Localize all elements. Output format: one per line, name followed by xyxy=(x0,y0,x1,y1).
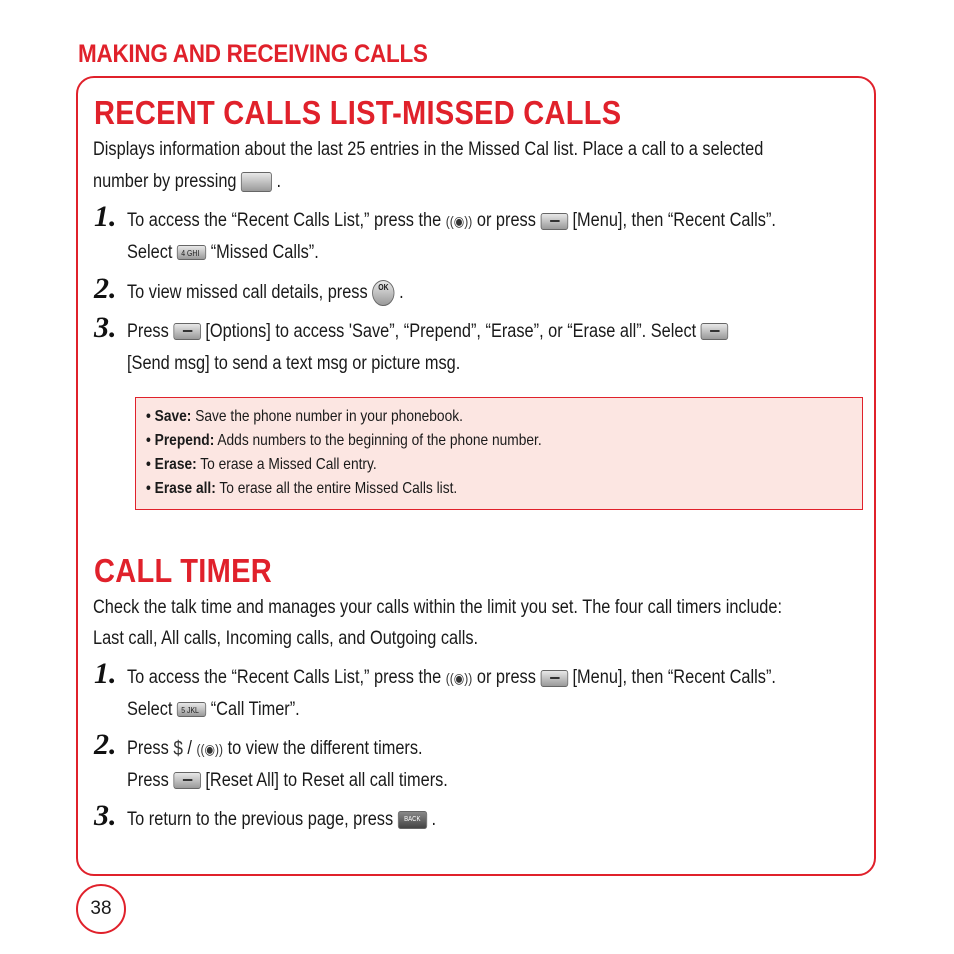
key-5-icon: 5 JKL xyxy=(177,702,206,717)
step-number: 2. xyxy=(94,728,117,761)
step-number: 1. xyxy=(94,200,117,233)
timer-step2-line2: Press [Reset All] to Reset all call timers. xyxy=(127,770,448,791)
call-timer-title: CALL TIMER xyxy=(94,552,272,589)
page-number: 38 xyxy=(76,884,126,934)
missed-calls-title: RECENT CALLS LIST-MISSED CALLS xyxy=(94,94,622,131)
note-item: • Save: Save the phone number in your phonebook. xyxy=(146,408,463,425)
missed-step3-line1: Press [Options] to access 'Save”, “Prepend”, “Erase”, or “Erase all”. Select xyxy=(127,316,728,348)
note-item: • Prepend: Adds numbers to the beginning of the phone number. xyxy=(146,432,542,449)
note-item: • Erase all: To erase all the entire Missed Calls list. xyxy=(146,480,458,497)
step-number: 1. xyxy=(94,657,117,690)
missed-step3-line2: [Send msg] to send a text msg or picture msg. xyxy=(127,353,461,374)
key-4-icon: 4 GHI xyxy=(177,245,206,260)
dollar-key-icon: $ xyxy=(173,738,183,760)
section-title: MAKING AND RECEIVING CALLS xyxy=(78,40,428,68)
back-key-icon: BACK xyxy=(398,811,427,829)
missed-intro-line2: number by pressing . xyxy=(93,171,282,192)
step-number: 2. xyxy=(94,272,117,305)
timer-step2-line1: Press $ / ((◉)) to view the different timers. xyxy=(127,733,423,765)
step-number: 3. xyxy=(94,311,117,344)
softkey-icon xyxy=(173,772,201,789)
note-item: • Erase: To erase a Missed Call entry. xyxy=(146,456,377,473)
timer-intro-line2: Last call, All calls, Incoming calls, and Outgoing calls. xyxy=(93,628,479,649)
timer-step1-line2: Select 5 JKL “Call Timer”. xyxy=(127,699,300,720)
softkey-icon xyxy=(701,323,729,340)
missed-step2: To view missed call details, press OK . xyxy=(127,277,404,309)
ok-key-icon: OK xyxy=(372,280,394,306)
talk-key-icon xyxy=(241,172,272,192)
missed-step1-line2: Select 4 GHI “Missed Calls”. xyxy=(127,242,319,263)
timer-step3: To return to the previous page, press BACK . xyxy=(127,809,437,830)
nav-key-icon: ((◉)) xyxy=(196,741,224,757)
missed-intro-line1: Displays information about the last 25 entries in the Missed Cal list. Place a call to a selected xyxy=(93,139,764,160)
softkey-icon xyxy=(173,323,201,340)
step-number: 3. xyxy=(94,799,117,832)
timer-step1-line1: To access the “Recent Calls List,” press the ((◉)) or press [Menu], then “Recent Calls”. xyxy=(127,662,776,694)
options-note-box xyxy=(135,397,863,510)
softkey-icon xyxy=(540,670,568,687)
softkey-icon xyxy=(540,213,568,230)
nav-key-icon: ((◉)) xyxy=(445,213,473,229)
timer-intro-line1: Check the talk time and manages your calls within the limit you set. The four call timers include: xyxy=(93,597,783,618)
missed-step1-line1: To access the “Recent Calls List,” press the ((◉)) or press [Menu], then “Recent Calls”. xyxy=(127,205,776,237)
nav-key-icon: ((◉)) xyxy=(445,670,473,686)
